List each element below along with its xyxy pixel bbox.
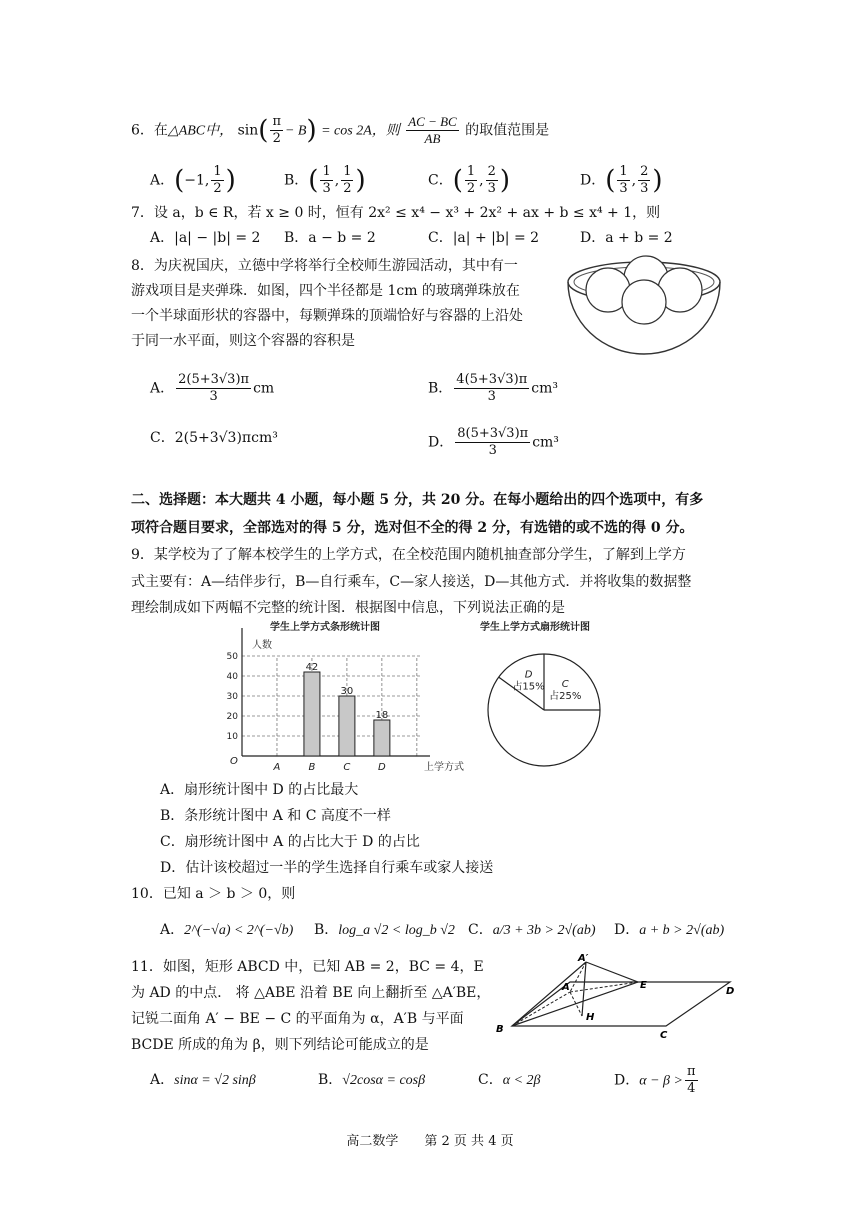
q9-line-2: 式主要有：A—结伴步行，B—自行乘车，C—家人接送，D—其他方式．并将收集的数据整 [131,574,692,590]
q7-option-c: C．|a| + |b| = 2 [428,230,540,246]
q6-option-b: B．( $\frac{1}{3}$ , $\frac{1}{2}$ ) [284,164,366,196]
folded-rectangle-figure [490,952,740,1048]
q10-option-c: C．a/3 + 3b > 2√(ab) [468,922,596,938]
bar-data-label-B: 42 [305,662,319,673]
q11-line-4: BCDE 所成的角为 β，则下列结论可能成立的是 [131,1037,429,1053]
pie-chart-title: 学生上学方式扇形统计图 [480,622,590,633]
fig-label-c: C [660,1030,668,1041]
q8-option-c: C．2(5+3√3)πcm³ [150,430,278,446]
q8-line-4: 于同一水平面，则这个容器的容积是 [131,333,355,349]
q7-option-d: D．a + b = 2 [580,230,673,246]
q9-option-c: C．扇形统计图中 A 的占比大于 D 的占比 [160,834,420,850]
pie-pct-label-C: 占25% [549,690,582,702]
q8-option-d: D． $\frac{8(5+3√3)\pi}{3}$ cm³ [428,426,559,458]
q10-option-a: A．2^(−√a) < 2^(−√b) [160,922,294,938]
bar-chart-origin: O [230,756,238,767]
q9-option-d: D．估计该校超过一半的学生选择自行乘车或家人接送 [160,860,494,876]
q7-option-b: B．a − b = 2 [284,230,376,246]
bar-data-label-C: 30 [340,686,354,697]
bar-data-label-D: 18 [375,710,389,721]
q9-line-3: 理绘制成如下两幅不完整的统计图．根据图中信息，下列说法正确的是 [131,600,565,616]
pie-label-D: D [524,669,533,681]
q9-option-a: A．扇形统计图中 D 的占比最大 [160,782,359,798]
section2-header-line2: 项符合题目要求，全部选对的得 5 分，选对但不全的得 2 分，有选错的或不选的得 0 分。 [131,520,694,536]
fig-label-e: E [640,980,647,991]
bar-chart-ylabel: 人数 [252,640,272,651]
bar-ytick-label: 20 [226,712,238,722]
q7-stem: 7．设 a，b ∈ R，若 x ≥ 0 时，恒有 2x² ≤ x⁴ − x³ + 2x² + ax + b ≤ x⁴ + 1，则 [131,205,661,221]
q6-option-d: D．( $\frac{1}{3}$ , $\frac{2}{3}$ ) [580,164,663,196]
bar-ytick-label: 50 [226,652,238,662]
q8-option-b: B． $\frac{4(5+3√3)\pi}{3}$ cm³ [428,372,558,404]
bar-chart-title: 学生上学方式条形统计图 [270,622,380,633]
bar-xtick-label-B: B [308,762,316,773]
fig-label-a: A [562,982,570,993]
q10-option-b: B．log_a √2 < log_b √2 [314,922,455,938]
bar-ytick-label: 10 [226,732,238,742]
q6-ratio: $\frac{AC - BC}{AB}$ [408,114,457,146]
q11-option-c: C．α < 2β [478,1072,541,1088]
q11-option-b: B．√2cosα = cosβ [318,1072,426,1088]
q6-option-c: C．( $\frac{1}{2}$ , $\frac{2}{3}$ ) [428,164,511,196]
page-footer: 高二数学 第 2 页 共 4 页 [346,1134,514,1149]
fig-label-h: H [586,1012,595,1023]
fig-label-d: D [726,986,735,997]
bar-xtick-label-D: D [378,762,386,773]
q10-stem: 10．已知 a ＞ b ＞ 0，则 [131,886,296,902]
pie-chart [480,616,620,776]
q9-option-b: B．条形统计图中 A 和 C 高度不一样 [160,808,391,824]
q9-line-1: 9．某学校为了了解本校学生的上学方式，在全校范围内随机抽查部分学生，了解到上学方 [131,547,686,563]
q11-option-d: D．α − β > $\frac{\pi}{4}$ [614,1064,696,1096]
section2-header-line1: 二、选择题：本大题共 4 小题，每小题 5 分，共 20 分。在每小题给出的四个选项中，有多 [131,492,704,508]
q8-line-2: 游戏项目是夹弹珠．如图，四个半径都是 1cm 的玻璃弹珠放在 [131,283,520,299]
q6-pi-half: $\frac{\pi}{2}$ [272,114,281,146]
q6-option-a: A．(−1, $\frac{1}{2}$ ) [150,164,236,196]
fig-label-a-prime: A′ [578,953,589,964]
q8-line-3: 一个半球面形状的容器中，每颗弹珠的顶端恰好与容器的上沿处 [131,308,523,324]
pie-label-C: C [561,678,569,690]
bar-xtick-label-C: C [343,762,351,773]
bar-chart-xlabel: 上学方式 [424,762,464,773]
pie-pct-label-D: 占15% [512,681,545,693]
q8-option-a: A． $\frac{2(5+3√3)\pi}{3}$ cm [150,372,275,404]
bar-xtick-label-A: A [273,762,281,773]
q8-line-1: 8．为庆祝国庆，立德中学将举行全校师生游园活动，其中有一 [131,258,518,274]
bar-D [374,720,390,756]
bar-ytick-label: 30 [226,692,238,702]
q6-stem: 6．在△ABC中， sin( $\frac{\pi}{2}$ − B) = cos 2A，则 $\frac{AC - BC}{AB}$ 的取值范围是 [131,114,550,146]
q11-line-2: 为 AD 的中点． 将 △ABE 沿着 BE 向上翻折至 △A′BE， [131,985,491,1001]
bar-B [304,672,320,756]
q10-option-d: D．a + b > 2√(ab) [614,922,725,938]
q11-option-a: A．sinα = √2 sinβ [150,1072,256,1088]
bar-C [339,696,355,756]
hemisphere-bowl-figure [560,252,728,358]
bar-chart [218,616,478,776]
q7-option-a: A．|a| − |b| = 2 [150,230,261,246]
q11-line-3: 记锐二面角 A′ − BE − C 的平面角为 α，A′B 与平面 [131,1011,464,1027]
bar-ytick-label: 40 [226,672,238,682]
q11-line-1: 11．如图，矩形 ABCD 中，已知 AB = 2，BC = 4，E [131,959,484,975]
fig-label-b: B [496,1024,504,1035]
